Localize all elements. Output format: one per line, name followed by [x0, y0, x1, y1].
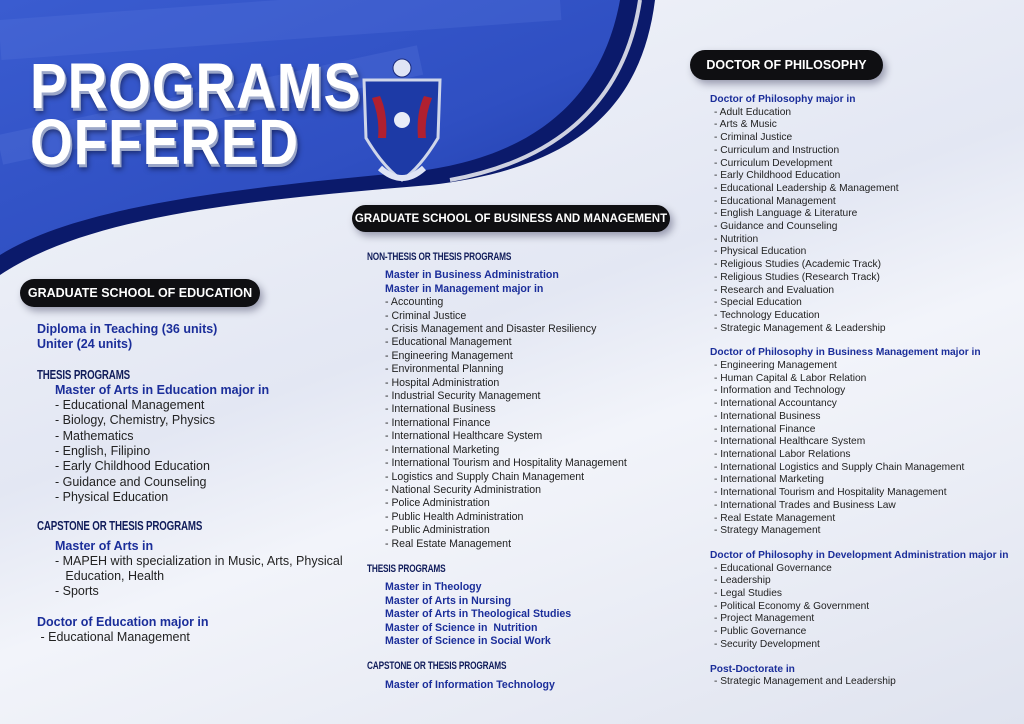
major-item: - International Business [714, 410, 821, 422]
program-title: Diploma in Teaching (36 units) [37, 322, 218, 336]
title-offered: OFFERED [30, 106, 299, 178]
major-item: - Real Estate Management [714, 512, 836, 524]
major-item: - MAPEH with specialization in Music, Arts, Physical [55, 553, 343, 568]
major-item: - Strategic Management and Leadership [714, 676, 896, 688]
program-title: Master of Arts in [55, 538, 154, 553]
major-item: - Early Childhood Education [55, 459, 210, 474]
title-programs: PROGRAMS [30, 50, 362, 122]
major-item: - English, Filipino [55, 444, 151, 459]
major-item: - Physical Education [714, 246, 807, 258]
university-crest-logo [360, 58, 444, 188]
major-item: - Strategic Management & Leadership [714, 322, 886, 334]
major-item: - International Marketing [714, 474, 824, 486]
program-title: Master in Management major in [385, 282, 544, 295]
program-title: Master of Arts in Theological Studies [385, 608, 572, 621]
major-item: - Environmental Planning [385, 363, 504, 376]
major-item: - Strategy Management [714, 525, 821, 537]
major-item: - Engineering Management [385, 349, 513, 362]
major-item: - Religious Studies (Research Track) [714, 271, 880, 283]
major-item: - International Healthcare System [714, 436, 866, 448]
program-title: Doctor of Philosophy in Business Management major in [710, 347, 981, 359]
major-item: - Crisis Management and Disaster Resiliency [385, 323, 597, 336]
major-item: - Information and Technology [714, 385, 846, 397]
major-item: - Curriculum Development [714, 157, 833, 169]
program-title: Master of Arts in Nursing [385, 594, 512, 607]
major-item: - Special Education [714, 297, 802, 309]
major-item: - Legal Studies [714, 588, 782, 600]
major-item: - Human Capital & Labor Relation [714, 372, 867, 384]
major-item: - Political Economy & Government [714, 600, 870, 612]
category-heading: CAPSTONE OR THESIS PROGRAMS [37, 519, 203, 534]
major-item: - Leadership [714, 575, 771, 587]
major-item: - International Finance [385, 416, 491, 429]
major-item: - Educational Management [37, 630, 190, 645]
category-heading: CAPSTONE OR THESIS PROGRAMS [367, 660, 507, 673]
section-pill-graduate-school-of-education: GRADUATE SCHOOL OF EDUCATION [20, 279, 260, 307]
major-item: - Public Health Administration [385, 510, 524, 523]
major-item: - International Marketing [385, 443, 500, 456]
major-item: - Research and Evaluation [714, 284, 835, 296]
major-item: - International Healthcare System [385, 430, 543, 443]
major-item: - Educational Management [385, 336, 512, 349]
program-title: Master of Science in Social Work [385, 634, 551, 647]
major-item: - Arts & Music [714, 119, 777, 131]
major-item: - Public Administration [385, 524, 490, 537]
major-item: - Guidance and Counseling [55, 474, 207, 489]
major-item: - Logistics and Supply Chain Management [385, 470, 585, 483]
major-item: - International Tourism and Hospitality Management [714, 487, 947, 499]
program-title: Master of Science in Nutrition [385, 621, 538, 634]
major-item: - Nutrition [714, 233, 759, 245]
major-item: - International Business [385, 403, 496, 416]
major-item: - Early Childhood Education [714, 170, 841, 182]
major-item: - Criminal Justice [385, 309, 467, 322]
major-item: - Accounting [385, 296, 444, 309]
program-title: Master in Business Administration [385, 269, 559, 282]
major-item: - Curriculum and Instruction [714, 144, 840, 156]
program-title: Post-Doctorate in [710, 663, 795, 675]
major-item: - Security Development [714, 638, 820, 650]
major-item: - International Logistics and Supply Chain Management [714, 461, 965, 473]
program-title: Master of Arts in Education major in [55, 382, 270, 397]
major-item: - National Security Administration [385, 483, 542, 496]
major-item: - International Labor Relations [714, 448, 851, 460]
education-column [37, 322, 343, 645]
major-item: - Sports [55, 584, 99, 599]
major-item: - International Finance [714, 423, 816, 435]
section-pill-business-and-management: GRADUATE SCHOOL OF BUSINESS AND MANAGEMENT [352, 205, 670, 232]
business-column [367, 251, 627, 692]
major-item: - Religious Studies (Academic Track) [714, 259, 882, 271]
major-item: - Industrial Security Management [385, 390, 541, 403]
section-pill-doctor-of-philosophy: DOCTOR OF PHILOSOPHY [690, 50, 883, 80]
major-item: - Real Estate Management [385, 537, 512, 550]
major-item: - International Trades and Business Law [714, 499, 896, 511]
major-item: - Physical Education [55, 489, 169, 504]
major-item: - English Language & Literature [714, 208, 858, 220]
major-item: - Educational Management [55, 398, 205, 413]
category-heading: NON-THESIS OR THESIS PROGRAMS [367, 251, 512, 263]
major-item: Education, Health [55, 569, 165, 584]
category-heading: THESIS PROGRAMS [37, 367, 131, 382]
major-item: - Hospital Administration [385, 376, 500, 389]
major-item: - Guidance and Counseling [714, 221, 838, 233]
major-item: - Mathematics [55, 428, 134, 443]
philosophy-column [710, 94, 1008, 689]
major-item: - Technology Education [714, 309, 820, 321]
program-title: Uniter (24 units) [37, 337, 133, 352]
major-item: - Educational Governance [714, 562, 832, 574]
program-title: Doctor of Education major in [37, 614, 209, 629]
major-item: - Adult Education [714, 106, 792, 118]
program-title: Doctor of Philosophy in Development Administration major in [710, 549, 1009, 561]
major-item: - Biology, Chemistry, Physics [55, 413, 215, 428]
major-item: - Police Administration [385, 497, 490, 510]
program-title: Master of Information Technology [385, 678, 555, 691]
major-item: - Educational Management [714, 195, 836, 207]
program-title: Doctor of Philosophy major in [710, 94, 856, 105]
major-item: - Criminal Justice [714, 132, 793, 144]
major-item: - Project Management [714, 613, 815, 625]
major-item: - Engineering Management [714, 360, 837, 372]
category-heading: THESIS PROGRAMS [367, 562, 446, 575]
major-item: - Educational Leadership & Management [714, 182, 899, 194]
major-item: - International Tourism and Hospitality Management [385, 457, 627, 470]
program-title: Master in Theology [385, 581, 482, 594]
major-item: - Public Governance [714, 626, 807, 638]
major-item: - International Accountancy [714, 398, 837, 410]
